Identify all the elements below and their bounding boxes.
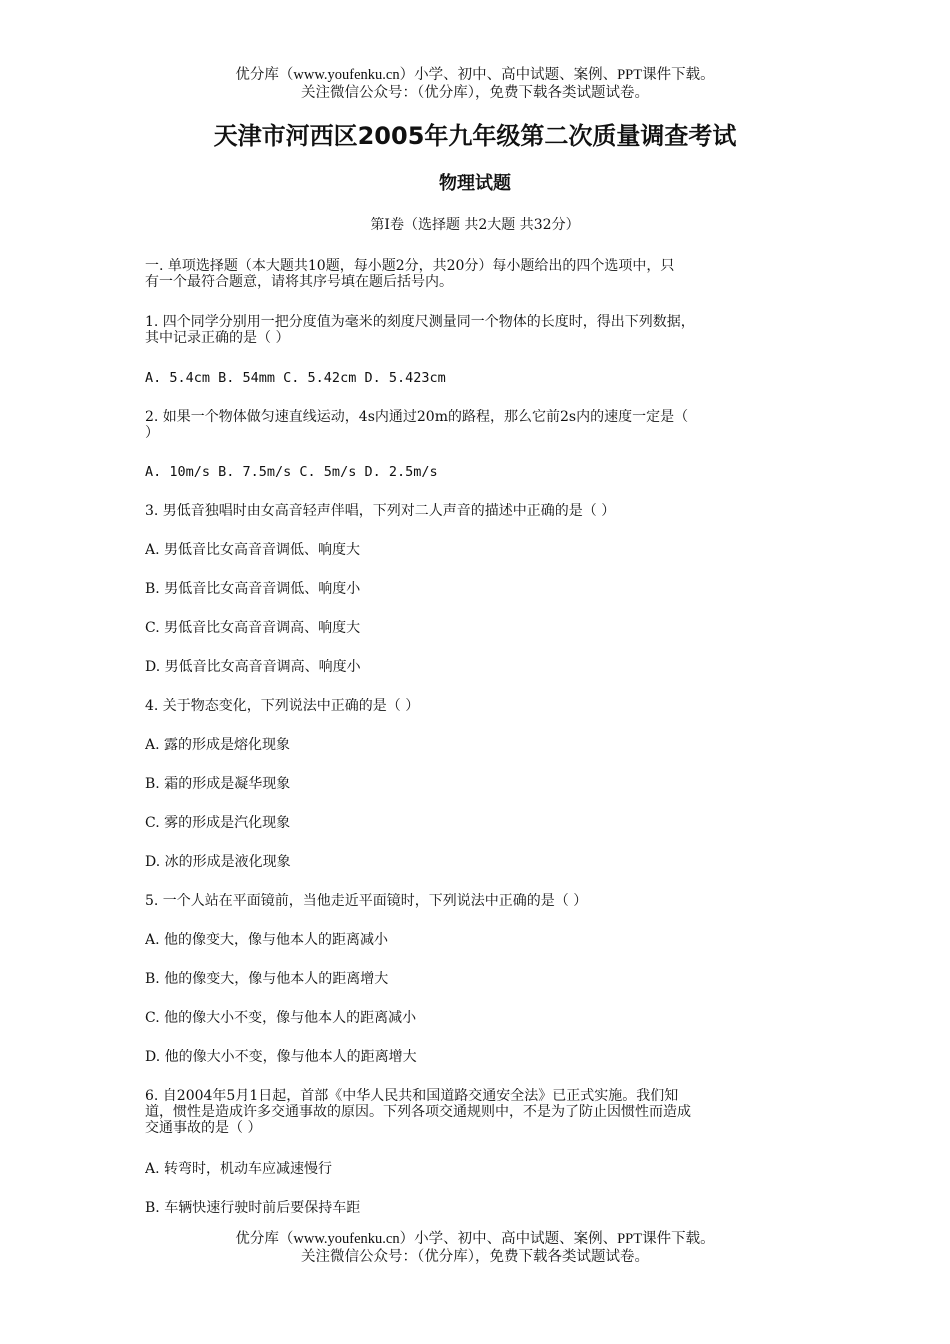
question-3-option-b: B. 男低音比女高音音调低、响度小 [145,581,361,597]
header-banner-line-1: 优分库（www.youfenku.cn）小学、初中、高中试题、案例、PPT课件下载。 [235,67,715,83]
question-1-options: A. 5.4cm B. 54mm C. 5.42cm D. 5.423cm [145,370,446,386]
question-3-option-d: D. 男低音比女高音音调高、响度小 [145,659,361,675]
question-6-stem-line-1: 6. 自2004年5月1日起，首部《中华人民共和国道路交通安全法》已正式实施。我们知 [145,1088,679,1104]
header-banner-line-2: 关注微信公众号：（优分库），免费下载各类试题试卷。 [301,85,649,101]
footer-banner-line-2: 关注微信公众号：（优分库），免费下载各类试题试卷。 [301,1249,649,1265]
exam-subtitle: 物理试题 [439,173,511,194]
question-5-stem: 5. 一个人站在平面镜前，当他走近平面镜时，下列说法中正确的是（ ） [145,893,588,909]
question-6-option-a: A. 转弯时，机动车应减速慢行 [145,1161,333,1177]
question-4-option-c: C. 雾的形成是汽化现象 [145,815,291,831]
intro-line-2: 有一个最符合题意，请将其序号填在题后括号内。 [145,274,453,290]
question-6-stem-line-3: 交通事故的是（ ） [145,1120,262,1136]
question-5-option-a: A. 他的像变大，像与他本人的距离减小 [145,932,389,948]
question-6-option-b: B. 车辆快速行驶时前后要保持车距 [145,1200,361,1216]
intro-line-1: 一. 单项选择题（本大题共10题，每小题2分，共20分）每小题给出的四个选项中，只 [145,258,675,274]
question-3-stem: 3. 男低音独唱时由女高音轻声伴唱，下列对二人声音的描述中正确的是（ ） [145,503,616,519]
question-2-options: A. 10m/s B. 7.5m/s C. 5m/s D. 2.5m/s [145,464,438,480]
question-5-option-b: B. 他的像变大，像与他本人的距离增大 [145,971,389,987]
question-4-option-d: D. 冰的形成是液化现象 [145,854,291,870]
question-4-option-a: A. 露的形成是熔化现象 [145,737,291,753]
question-4-option-b: B. 霜的形成是凝华现象 [145,776,291,792]
question-1-stem-line-1: 1. 四个同学分别用一把分度值为毫米的刻度尺测量同一个物体的长度时，得出下列数据， [145,314,695,330]
question-3-option-c: C. 男低音比女高音音调高、响度大 [145,620,361,636]
question-6-stem-line-2: 道，惯性是造成许多交通事故的原因。下列各项交通规则中，不是为了防止因惯性而造成 [145,1104,691,1120]
footer-banner-line-1: 优分库（www.youfenku.cn）小学、初中、高中试题、案例、PPT课件下载。 [235,1231,715,1247]
question-2-stem-line-2: ） [145,425,159,441]
footer-banner [0,1230,950,1266]
question-4-stem: 4. 关于物态变化，下列说法中正确的是（ ） [145,698,420,714]
exam-title: 天津市河西区2005年九年级第二次质量调查考试 [213,122,737,150]
question-2-stem-line-1: 2. 如果一个物体做匀速直线运动，4s内通过20m的路程，那么它前2s内的速度一定是（ [145,409,689,425]
header-banner [0,66,950,102]
question-5-option-d: D. 他的像大小不变，像与他本人的距离增大 [145,1049,417,1065]
question-1-stem-line-2: 其中记录正确的是（ ） [145,330,290,346]
question-5-option-c: C. 他的像大小不变，像与他本人的距离减小 [145,1010,417,1026]
question-3-option-a: A. 男低音比女高音音调低、响度大 [145,542,361,558]
section-note: 第I卷（选择题 共2大题 共32分） [370,217,580,233]
